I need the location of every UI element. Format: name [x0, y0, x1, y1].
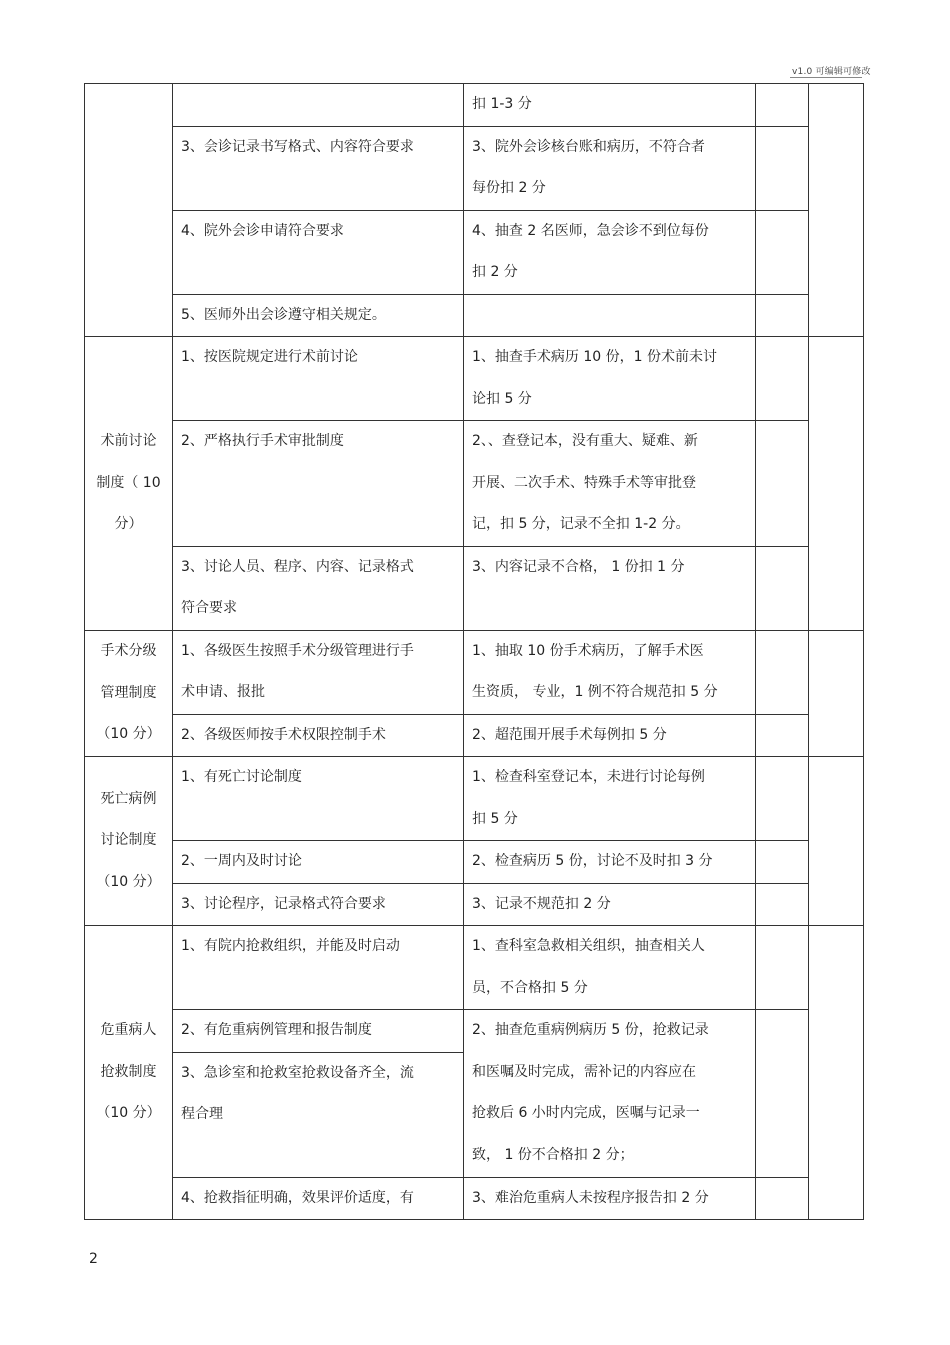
check-cell: 扣 1-3 分 — [464, 84, 756, 127]
requirement-cell: 1、有院内抢救组织，并能及时启动 — [173, 926, 464, 1010]
check-cell: 1、检查科室登记本，未进行讨论每例 扣 5 分 — [464, 757, 756, 841]
page-number: 2 — [89, 1251, 98, 1267]
requirement-cell: 1、有死亡讨论制度 — [173, 757, 464, 841]
category-cell: 死亡病例 讨论制度 （10 分） — [85, 757, 173, 926]
check-cell: 1、抽取 10 份手术病历，了解手术医 生资质， 专业，1 例不符合规范扣 5 分 — [464, 630, 756, 714]
score-cell — [756, 84, 809, 127]
score-cell — [756, 883, 809, 926]
requirement-cell: 1、各级医生按照手术分级管理进行手 术申请、报批 — [173, 630, 464, 714]
check-cell: 1、抽查手术病历 10 份，1 份术前未讨 论扣 5 分 — [464, 337, 756, 421]
check-cell: 3、院外会诊核台账和病历，不符合者 每份扣 2 分 — [464, 126, 756, 210]
requirement-cell: 2、一周内及时讨论 — [173, 841, 464, 884]
check-cell: 2、抽查危重病例病历 5 份，抢救记录 和医嘱及时完成，需补记的内容应在 抢救后 6 小时内完成，医嘱与记录一 致， 1 份不合格扣 2 分； — [464, 1010, 756, 1178]
remark-cell — [809, 630, 864, 757]
category-cell: 术前讨论 制度（ 10 分） — [85, 337, 173, 631]
check-cell: 3、难治危重病人未按程序报告扣 2 分 — [464, 1177, 756, 1220]
evaluation-table — [84, 83, 864, 1220]
requirement-cell: 2、严格执行手术审批制度 — [173, 421, 464, 547]
requirement-cell: 5、医师外出会诊遵守相关规定。 — [173, 294, 464, 337]
category-cell: 手术分级 管理制度 （10 分） — [85, 630, 173, 757]
requirement-cell: 3、急诊室和抢救室抢救设备齐全，流 程合理 — [173, 1052, 464, 1177]
requirement-cell: 4、院外会诊申请符合要求 — [173, 210, 464, 294]
requirement-cell: 2、各级医师按手术权限控制手术 — [173, 714, 464, 757]
version-header: v1.0 可编辑可修改 — [792, 67, 871, 77]
check-cell: 3、内容记录不合格， 1 份扣 1 分 — [464, 546, 756, 630]
check-cell: 2、、查登记本，没有重大、疑难、新 开展、二次手术、特殊手术等审批登 记，扣 5 分，记录不全扣 1-2 分。 — [464, 421, 756, 547]
check-cell: 3、记录不规范扣 2 分 — [464, 883, 756, 926]
requirement-cell: 3、讨论人员、程序、内容、记录格式 符合要求 — [173, 546, 464, 630]
remark-cell — [809, 84, 864, 337]
requirement-cell: 1、按医院规定进行术前讨论 — [173, 337, 464, 421]
remark-cell — [809, 337, 864, 631]
check-cell: 2、检查病历 5 份，讨论不及时扣 3 分 — [464, 841, 756, 884]
requirement-cell — [173, 84, 464, 127]
remark-cell — [809, 926, 864, 1220]
score-cell — [756, 714, 809, 757]
check-cell: 1、查科室急救相关组织，抽查相关人 员，不合格扣 5 分 — [464, 926, 756, 1010]
check-cell: 4、抽查 2 名医师，急会诊不到位每份 扣 2 分 — [464, 210, 756, 294]
score-cell — [756, 926, 809, 1010]
requirement-cell: 2、有危重病例管理和报告制度 — [173, 1010, 464, 1053]
score-cell — [756, 630, 809, 714]
score-cell — [756, 126, 809, 210]
score-cell — [756, 546, 809, 630]
score-cell — [756, 294, 809, 337]
score-cell — [756, 421, 809, 547]
requirement-cell: 3、讨论程序，记录格式符合要求 — [173, 883, 464, 926]
header-rule — [790, 77, 862, 78]
requirement-cell: 3、会诊记录书写格式、内容符合要求 — [173, 126, 464, 210]
score-cell — [756, 757, 809, 841]
score-cell — [756, 337, 809, 421]
category-cell — [85, 84, 173, 337]
category-cell: 危重病人 抢救制度 （10 分） — [85, 926, 173, 1220]
score-cell — [756, 1177, 809, 1220]
check-cell: 2、超范围开展手术每例扣 5 分 — [464, 714, 756, 757]
score-cell — [756, 841, 809, 884]
requirement-cell: 4、抢救指征明确，效果评价适度，有 — [173, 1177, 464, 1220]
score-cell — [756, 210, 809, 294]
remark-cell — [809, 757, 864, 926]
check-cell — [464, 294, 756, 337]
score-cell — [756, 1010, 809, 1178]
